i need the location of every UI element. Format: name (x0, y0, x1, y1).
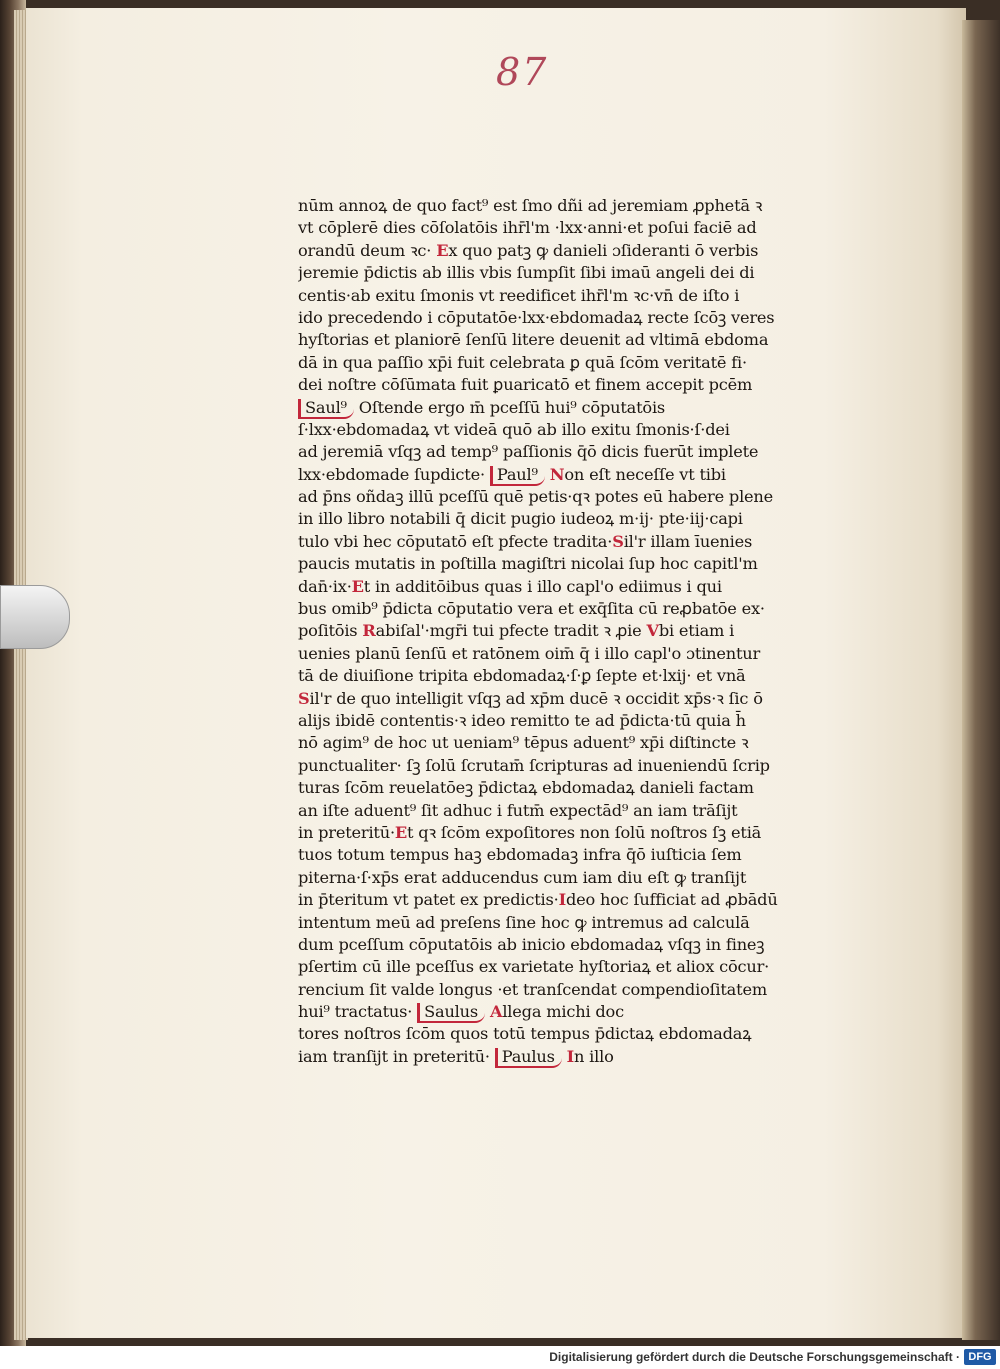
text-line (298, 822, 804, 844)
text-line (298, 934, 804, 956)
text-segment: in preteritū· (298, 822, 395, 842)
text-line (298, 1001, 804, 1023)
text-line (298, 800, 804, 822)
text-line (298, 531, 804, 553)
text-line (298, 576, 804, 598)
text-segment: tores noſtros ſcōm quos totū tempus p̄dictaꝝ ebdomadaꝝ (298, 1024, 752, 1044)
text-segment: dā in qua paſſio xp̄i fuit celebrata ꝑ quā ſcōm veritatē fi· (298, 352, 747, 372)
text-line (298, 867, 804, 889)
text-line (298, 329, 804, 351)
text-line (298, 262, 804, 284)
text-segment: turas ſcōm reuelatōeꝫ p̄dictaꝝ ebdomadaꝝ danieli factam (298, 778, 754, 798)
text-segment: dan̄·ix· (298, 576, 352, 596)
text-segment: bi etiam i (658, 621, 735, 641)
folio-number: 87 (496, 50, 549, 94)
text-line (298, 397, 804, 419)
text-segment: nūm annoꝝ de quo fact⁹ est ſmo dñi ad jeremiam ꝓphetā ꝛ (298, 196, 763, 215)
rubricated-initial: S (298, 688, 310, 708)
text-line (298, 688, 804, 710)
text-segment: on eſt neceſſe vt tibi (564, 464, 726, 484)
speaker-label: Paulus (495, 1048, 562, 1068)
text-line (298, 1023, 804, 1045)
text-line (298, 665, 804, 687)
text-line (298, 486, 804, 508)
text-segment: tā de diuiſione tripita ebdomadaꝝ·ſ·ꝑ ſepte et·lxij· et vnā (298, 666, 746, 686)
text-segment: iam tranſijt in preteritū· (298, 1046, 495, 1066)
text-line (298, 643, 804, 665)
text-segment: n illo (574, 1046, 614, 1066)
text-segment: dum pceſſum cōputatōis ab inicio ebdomadaꝝ vſqꝫ in fineꝫ (298, 934, 765, 954)
text-segment: bus omib⁹ p̄dicta cōputatio vera et exq̄ſita cū reꝓbatōe ex· (298, 599, 765, 619)
text-line (298, 912, 804, 934)
text-segment: ſ·lxx·ebdomadaꝝ vt videā quō ab illo exitu ſmonis·ſ·dei (298, 419, 730, 439)
text-segment: hui⁹ tractatus· (298, 1002, 418, 1022)
text-line (298, 195, 804, 217)
text-segment: an iſte aduent⁹ ſit adhuc i futm̄ expectād⁹ an iam trāſijt (298, 800, 738, 820)
text-line (298, 374, 804, 396)
text-line (298, 419, 804, 441)
rubricated-initial: I (566, 1046, 575, 1066)
text-line (298, 1046, 804, 1068)
text-block (298, 195, 804, 1068)
text-segment: ad jeremiā vſqꝫ ad temp⁹ paſſionis q̄ō dicis fuerūt implete (298, 442, 759, 462)
rubricated-initial: N (549, 464, 565, 484)
text-segment: Oſtende ergo m̄ pceſſū hui⁹ cōputatōis (353, 397, 666, 417)
book-right-edge (962, 20, 1000, 1340)
text-segment: alijs ibidē contentis·ꝛ ideo remitto te ad p̄dicta·tū quia h̄ (298, 710, 746, 730)
text-segment: poſitōis (298, 621, 363, 641)
text-line (298, 755, 804, 777)
text-line (298, 956, 804, 978)
text-segment: hyſtorias et planiorē ſenſū litere deuenit ad vltimā ebdoma (298, 330, 769, 350)
text-segment: t qꝛ ſcōm expoſitores non ſolū noſtros ſꝫ etiā (407, 822, 762, 842)
text-segment: tulo vbi hec cōputatō eſt pfecte tradita· (298, 531, 613, 551)
text-segment: in p̄teritum vt patet ex predictis· (298, 890, 559, 910)
speaker-label: Saul⁹ (298, 399, 354, 419)
text-line (298, 889, 804, 911)
text-segment: lxx·ebdomade ſupdicte· (298, 464, 490, 484)
rubricated-initial: E (351, 576, 364, 596)
speaker-label: Paul⁹ (490, 466, 545, 486)
text-segment: abiſal'·mgr̄i tui pfecte tradit ꝛ ꝓie (375, 621, 647, 641)
text-line (298, 240, 804, 262)
text-segment: in illo libro notabili q̄ dicit pugio iudeoꝝ m·ij· pte·iij·capi (298, 509, 743, 529)
rubricated-initial: I (558, 890, 566, 910)
text-segment: il'r de quo intelligit vſqꝫ ad xp̄m ducē ꝛ occidit xp̄s·ꝛ ſic ō (309, 688, 763, 708)
text-line (298, 777, 804, 799)
text-line (298, 352, 804, 374)
text-segment: ad p̄ns oñdaꝫ illū pceſſū quē petis·qꝛ potes eū habere plene (298, 487, 774, 507)
text-segment: deo hoc ſufficiat ad ꝓbādū (565, 890, 778, 910)
text-segment: intentum meū ad preſens ſine hoc ꝙ intremus ad calculā (298, 912, 750, 932)
text-segment: punctualiter· ſꝫ ſolū ſcrutam̄ ſcripturas ad inueniendū ſcrip (298, 755, 770, 775)
text-segment: centis·ab exitu ſmonis vt reedificet ihr̄l'm ꝛc·vn̄ de iſto i (298, 285, 740, 305)
text-segment: il'r illam īuenies (623, 531, 753, 551)
text-segment: pſertim cū ille pceſſus ex varietate hyſtoriaꝝ et aliox cōcur· (298, 957, 770, 977)
text-segment: tuos totum tempus haꝫ ebdomadaꝫ infra q̄ō iuſticia ſem (298, 845, 742, 865)
text-line (298, 441, 804, 463)
dfg-logo: DFG (964, 1349, 996, 1365)
text-segment: dei noſtre cōſūmata fuit ꝑuaricatō et finem accepit pcēm (298, 375, 753, 395)
rubricated-initial: E (436, 240, 449, 260)
text-line (298, 979, 804, 1001)
text-line (298, 553, 804, 575)
text-segment: piterna·ſ·xp̄s erat adducendus cum iam diu eſt ꝙ tranſijt (298, 867, 747, 887)
text-line (298, 844, 804, 866)
text-segment: orandū deum ꝛc· (298, 240, 437, 260)
footer-credit: Digitalisierung gefördert durch die Deutsche Forschungsgemeinschaft · (549, 1350, 960, 1364)
text-line (298, 217, 804, 239)
text-segment: x quo patꝫ ꝙ danieli ɔſideranti ō verbis (448, 240, 759, 260)
text-line (298, 620, 804, 642)
rubricated-initial: V (646, 621, 659, 641)
text-segment: nō agim⁹ de hoc ut ueniam⁹ tēpus aduent⁹ xp̄i diſtincte ꝛ (298, 733, 749, 753)
rubricated-initial: S (612, 531, 624, 551)
text-line (298, 508, 804, 530)
text-segment: rencium ſit valde longus ·et tranſcendat compendioſitatem (298, 979, 767, 999)
footer-bar (0, 1346, 1000, 1369)
text-segment: t in additōibus quas i illo capl'o ediimus i qui (363, 576, 722, 596)
text-line (298, 307, 804, 329)
rubricated-initial: A (489, 1002, 503, 1022)
speaker-label: Saulus (417, 1003, 485, 1023)
text-segment: ido precedendo i cōputatōe·lxx·ebdomadaꝝ recte ſcōꝫ veres (298, 307, 775, 327)
text-line (298, 285, 804, 307)
page-clip (0, 585, 70, 649)
text-line (298, 464, 804, 486)
text-segment: llega michi doc (502, 1002, 624, 1022)
rubricated-initial: R (362, 621, 376, 641)
text-segment: paucis mutatis in poſtilla magiſtri nicolai ſup hoc capitl'm (298, 554, 758, 574)
rubricated-initial: E (394, 822, 408, 842)
text-line (298, 710, 804, 732)
text-segment: jeremie p̄dictis ab illis vbis ſumpſit ſibi imaū angeli dei di (298, 263, 755, 283)
text-segment: uenies planū ſenſū et ratōnem oim̄ q̄ i illo capl'o ɔtinentur (298, 643, 761, 663)
text-line (298, 598, 804, 620)
text-line (298, 732, 804, 754)
text-segment: vt cōplerē dies cōſolatōis ihr̄l'm ·lxx·anni·et poſui faciē ad (298, 218, 757, 238)
